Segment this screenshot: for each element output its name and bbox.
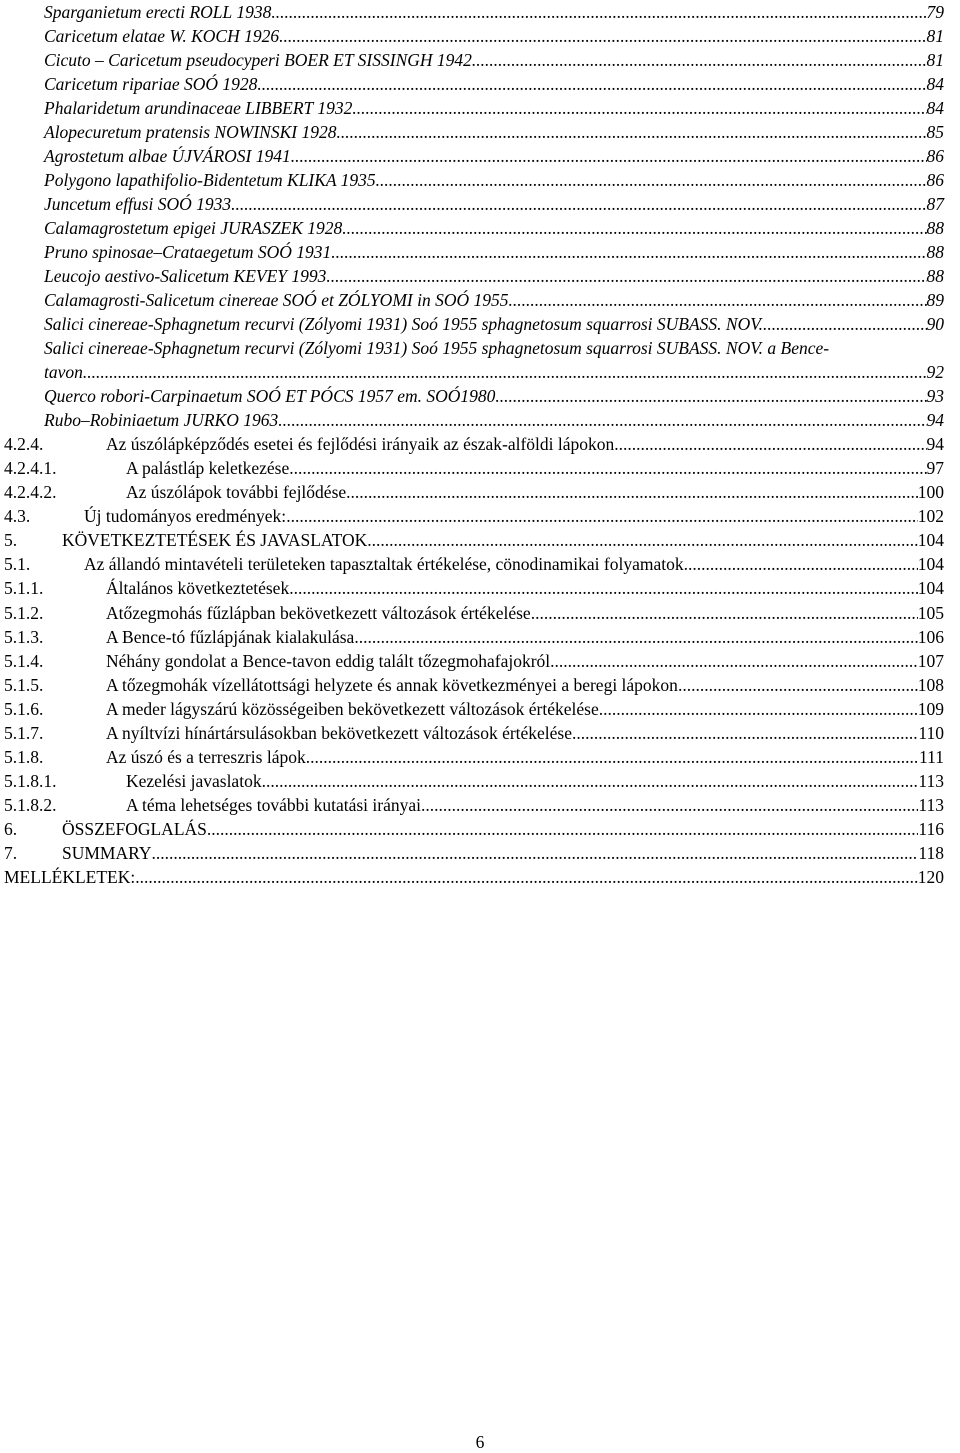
toc-entry-number: 5.1. [4, 554, 31, 575]
toc-entry[interactable] [0, 264, 944, 288]
toc-entry[interactable] [0, 168, 944, 192]
toc-entry-title: Új tudományos eredmények: [84, 506, 287, 527]
toc-entry-title: MELLÉKLETEK: [4, 866, 136, 887]
dot-leader [289, 576, 918, 600]
toc-entry[interactable] [0, 673, 944, 697]
toc-entry[interactable] [0, 360, 944, 384]
toc-entry[interactable] [0, 24, 944, 48]
toc-entry[interactable] [0, 601, 944, 625]
toc-entry-line [44, 264, 944, 288]
toc-entry-line [126, 480, 944, 504]
toc-entry-title: Salici cinereae-Sphagnetum recurvi (Zólyomi 1931) Soó 1955 sphagnetosum squarrosi SUBASS. NOV. [44, 314, 764, 335]
toc-entry-page: 110 [918, 722, 944, 743]
toc-entry-line [44, 144, 944, 168]
toc-entry[interactable] [0, 769, 944, 793]
toc-entry-title: Agrostetum albae ÚJVÁROSI 1941 [44, 146, 291, 167]
toc-entry-line [84, 552, 944, 576]
toc-entry[interactable] [0, 192, 944, 216]
toc-entry-number: 7. [4, 842, 18, 863]
toc-entry-line [106, 432, 944, 456]
toc-entry-line [106, 625, 944, 649]
toc-entry-page: 113 [918, 794, 944, 815]
toc-entry-line [62, 528, 944, 552]
toc-entry[interactable] [0, 120, 944, 144]
toc-entry[interactable] [0, 552, 944, 576]
dot-leader [231, 192, 926, 216]
toc-entry-line [44, 120, 944, 144]
toc-entry-title: Pruno spinosae–Crataegetum SOÓ 1931 [44, 242, 332, 263]
toc-entry[interactable] [0, 0, 944, 24]
toc-entry-number: 5.1.6. [4, 698, 44, 719]
toc-entry[interactable] [0, 456, 944, 480]
dot-leader [278, 408, 926, 432]
toc-entry-line [44, 288, 944, 312]
toc-entry[interactable] [0, 480, 944, 504]
toc-entry-title: Caricetum ripariae SOÓ 1928 [44, 74, 258, 95]
toc-entry[interactable] [0, 336, 944, 360]
toc-entry-title: Phalaridetum arundinaceae LIBBERT 1932 [44, 98, 353, 119]
toc-entry-title: Kezelési javaslatok [126, 770, 262, 791]
dot-leader [279, 24, 926, 48]
toc-entry[interactable] [0, 625, 944, 649]
toc-entry[interactable] [0, 504, 944, 528]
toc-entry[interactable] [0, 48, 944, 72]
toc-entry[interactable] [0, 528, 944, 552]
dot-leader [257, 72, 926, 96]
toc-entry-title: Salici cinereae-Sphagnetum recurvi (Zólyomi 1931) Soó 1955 sphagnetosum squarrosi SUBASS. NOV. a Bence- [44, 338, 830, 359]
toc-entry[interactable] [0, 865, 944, 889]
dot-leader [342, 216, 926, 240]
toc-entry-number: 4.3. [4, 506, 31, 527]
toc-entry-line [44, 408, 944, 432]
toc-entry-title: ÖSSZEFOGLALÁS [62, 818, 207, 839]
dot-leader [614, 432, 926, 456]
toc-entry-line [44, 336, 944, 360]
toc-entry-page: 90 [926, 314, 944, 335]
toc-entry-line [44, 96, 944, 120]
dot-leader [421, 793, 918, 817]
dot-leader [135, 865, 918, 889]
toc-entry-title: Calamagrosti-Salicetum cinereae SOÓ et ZÓLYOMI in SOÓ 1955 [44, 290, 509, 311]
toc-entry[interactable] [0, 384, 944, 408]
toc-entry-line [106, 745, 944, 769]
toc-entry-page: 84 [926, 98, 944, 119]
toc-entry-title: Leucojo aestivo-Salicetum KEVEY 1993 [44, 266, 327, 287]
toc-entry-title: Alopecuretum pratensis NOWINSKI 1928 [44, 122, 337, 143]
toc-entry-page: 89 [926, 290, 944, 311]
toc-entry-number: 5.1.8.1. [4, 770, 57, 791]
dot-leader [509, 288, 927, 312]
toc-entry-line [44, 192, 944, 216]
toc-entry-page: 104 [917, 554, 944, 575]
toc-entry-page: 88 [926, 218, 944, 239]
toc-entry-line [126, 793, 944, 817]
toc-entry-title: A palástláp keletkezése [126, 458, 290, 479]
toc-entry-line [106, 649, 944, 673]
toc-entry-number: 6. [4, 818, 18, 839]
toc-entry-line [106, 697, 944, 721]
toc-entry[interactable] [0, 817, 944, 841]
toc-entry-number: 5.1.8.2. [4, 794, 57, 815]
toc-entry-title: Calamagrostetum epigei JURASZEK 1928 [44, 218, 343, 239]
toc-entry-line [62, 817, 944, 841]
toc-entry-number: 5.1.3. [4, 626, 44, 647]
toc-entry-page: 92 [926, 362, 944, 383]
toc-entry[interactable] [0, 408, 944, 432]
dot-leader [151, 841, 918, 865]
toc-entry-number: 5.1.1. [4, 578, 44, 599]
toc-entry-line [44, 0, 944, 24]
toc-entry-title: Az úszó és a terreszris lápok [106, 746, 306, 767]
toc-entry-title: Néhány gondolat a Bence-tavon eddig talált tőzegmohafajokról [106, 650, 551, 671]
toc-entry-title: Cicuto – Caricetum pseudocyperi BOER ET SISSINGH 1942 [44, 50, 472, 71]
page-number: 6 [475, 1432, 485, 1452]
toc-entry[interactable] [0, 96, 944, 120]
toc-entry-page: 93 [926, 386, 944, 407]
toc-entry-page: 116 [918, 818, 944, 839]
dot-leader [336, 120, 926, 144]
toc-entry-number: 4.2.4. [4, 434, 44, 455]
toc-entry-title: tavon [44, 362, 83, 383]
toc-entry-title: A Bence-tó fűzlápjának kialakulása [106, 626, 355, 647]
toc-entry-title: Juncetum effusi SOÓ 1933 [44, 194, 232, 215]
toc-entry[interactable] [0, 216, 944, 240]
toc-entry[interactable] [0, 793, 944, 817]
toc-entry[interactable] [0, 576, 944, 600]
toc-entry-title: Az állandó mintavételi területeken tapasztaltak értékelése, cönodinamikai folyamatok [84, 554, 684, 575]
toc-entry[interactable] [0, 841, 944, 865]
toc-entry-page: 86 [926, 146, 944, 167]
dot-leader [472, 48, 927, 72]
toc-entry[interactable] [0, 432, 944, 456]
toc-entry-title: Atőzegmohás fűzlápban bekövetkezett változások értékelése [106, 602, 531, 623]
toc-entry-line [44, 168, 944, 192]
dot-leader [271, 0, 926, 24]
toc-entry-page: 108 [917, 674, 944, 695]
toc-entry-line [44, 216, 944, 240]
toc-entry-page: 100 [917, 482, 944, 503]
toc-entry-title: SUMMARY [62, 842, 152, 863]
dot-leader [289, 456, 926, 480]
toc-entry-line [106, 576, 944, 600]
toc-entry-number: 5.1.2. [4, 602, 44, 623]
toc-entry[interactable] [0, 288, 944, 312]
dot-leader [550, 649, 918, 673]
toc-entry-page: 104 [917, 530, 944, 551]
toc-entry-title: Caricetum elatae W. KOCH 1926 [44, 26, 280, 47]
toc-entry-title: A nyíltvízi hínártársulásokban bekövetkezett változások értékelése [106, 722, 573, 743]
toc-entry-title: A tőzegmohák vízellátottsági helyzete és annak következményei a beregi lápokon [106, 674, 678, 695]
toc-entry-title: Rubo–Robiniaetum JURKO 1963 [44, 410, 279, 431]
toc-entry-page: 88 [926, 266, 944, 287]
toc-entry[interactable] [0, 72, 944, 96]
toc-entry-page: 81 [926, 26, 944, 47]
toc-entry-page: 84 [926, 74, 944, 95]
dot-leader [354, 625, 917, 649]
dot-leader [763, 312, 926, 336]
toc-entry-number: 5.1.5. [4, 674, 44, 695]
toc-entry-page: 106 [917, 626, 944, 647]
toc-entry-title: KÖVETKEZTETÉSEK ÉS JAVASLATOK [62, 530, 368, 551]
toc-entry-line [44, 360, 944, 384]
dot-leader [352, 96, 926, 120]
toc-entry-title: Polygono lapathifolio-Bidentetum KLIKA 1935 [44, 170, 376, 191]
toc-entry-title: Általános következtetések [106, 578, 290, 599]
toc-entry-page: 87 [926, 194, 944, 215]
toc-entry-title: Sparganietum erecti ROLL 1938 [44, 2, 272, 22]
toc-entry-title: Querco robori-Carpinaetum SOÓ ET PÓCS 1957 em. SOÓ1980 [44, 386, 496, 407]
toc-entry-page: 120 [917, 866, 944, 887]
toc-entry-page: 109 [917, 698, 944, 719]
toc-entry-page: 86 [926, 170, 944, 191]
dot-leader [495, 384, 926, 408]
dot-leader [262, 769, 919, 793]
toc-entry-title: Az úszólápképződés esetei és fejlődési irányaik az észak-alföldi lápokon [106, 434, 615, 455]
toc-entry-line [44, 72, 944, 96]
toc-entry-line [106, 721, 944, 745]
dot-leader [286, 504, 918, 528]
toc-entry-line [106, 673, 944, 697]
toc-entry-page: 85 [926, 122, 944, 143]
dot-leader [306, 745, 919, 769]
toc-entry-page: 105 [917, 602, 944, 623]
toc-entry-number: 4.2.4.1. [4, 458, 57, 479]
toc-entry-page: 88 [926, 242, 944, 263]
toc-entry-line [44, 24, 944, 48]
toc-entry-page: 79 [926, 2, 944, 22]
toc-entry-number: 5.1.4. [4, 650, 44, 671]
toc-entry-title: Az úszólápok további fejlődése [126, 482, 347, 503]
toc-entry[interactable] [0, 144, 944, 168]
toc-entry[interactable] [0, 240, 944, 264]
toc-entry-line [84, 504, 944, 528]
toc-entry-page: 97 [926, 458, 944, 479]
toc-entry-line [44, 312, 944, 336]
dot-leader [678, 673, 918, 697]
dot-leader [376, 168, 927, 192]
toc-entry[interactable] [0, 649, 944, 673]
dot-leader [331, 240, 926, 264]
toc-entry-page: 81 [926, 50, 944, 71]
dot-leader [207, 817, 919, 841]
toc-entry-page: 118 [918, 842, 944, 863]
toc-entry-page: 94 [926, 410, 944, 431]
toc-entry-page: 102 [917, 506, 944, 527]
toc-entry-page: 113 [918, 770, 944, 791]
toc-entry-line [4, 865, 944, 889]
dot-leader [83, 360, 927, 384]
toc-entry-number: 5.1.8. [4, 746, 44, 767]
dot-leader [326, 264, 926, 288]
dot-leader [291, 144, 927, 168]
toc-entry-page: 94 [926, 434, 944, 455]
toc-entry-number: 5.1.7. [4, 722, 44, 743]
toc-entry-title: A meder lágyszárú közösségeiben bekövetkezett változások értékelése [106, 698, 599, 719]
toc-entry-line [62, 841, 944, 865]
toc-entry-line [106, 601, 944, 625]
toc-entry-line [44, 240, 944, 264]
dot-leader [684, 552, 918, 576]
dot-leader [367, 528, 917, 552]
toc-entry-line [44, 48, 944, 72]
dot-leader [599, 697, 918, 721]
dot-leader [572, 721, 918, 745]
toc-entry-line [44, 384, 944, 408]
toc-entry-title: A téma lehetséges további kutatási irányai [126, 794, 421, 815]
toc-entry-line [126, 769, 944, 793]
toc-entry-page: 104 [917, 578, 944, 599]
toc-entry-page: 107 [917, 650, 944, 671]
dot-leader [346, 480, 918, 504]
toc-entry[interactable] [0, 697, 944, 721]
toc-entry-page: 111 [919, 746, 944, 767]
toc-entry-number: 5. [4, 530, 18, 551]
toc-entry-number: 4.2.4.2. [4, 482, 57, 503]
toc-entry[interactable] [0, 312, 944, 336]
toc-entry[interactable] [0, 721, 944, 745]
toc-entry-line [126, 456, 944, 480]
dot-leader [531, 601, 918, 625]
toc-entry[interactable] [0, 745, 944, 769]
